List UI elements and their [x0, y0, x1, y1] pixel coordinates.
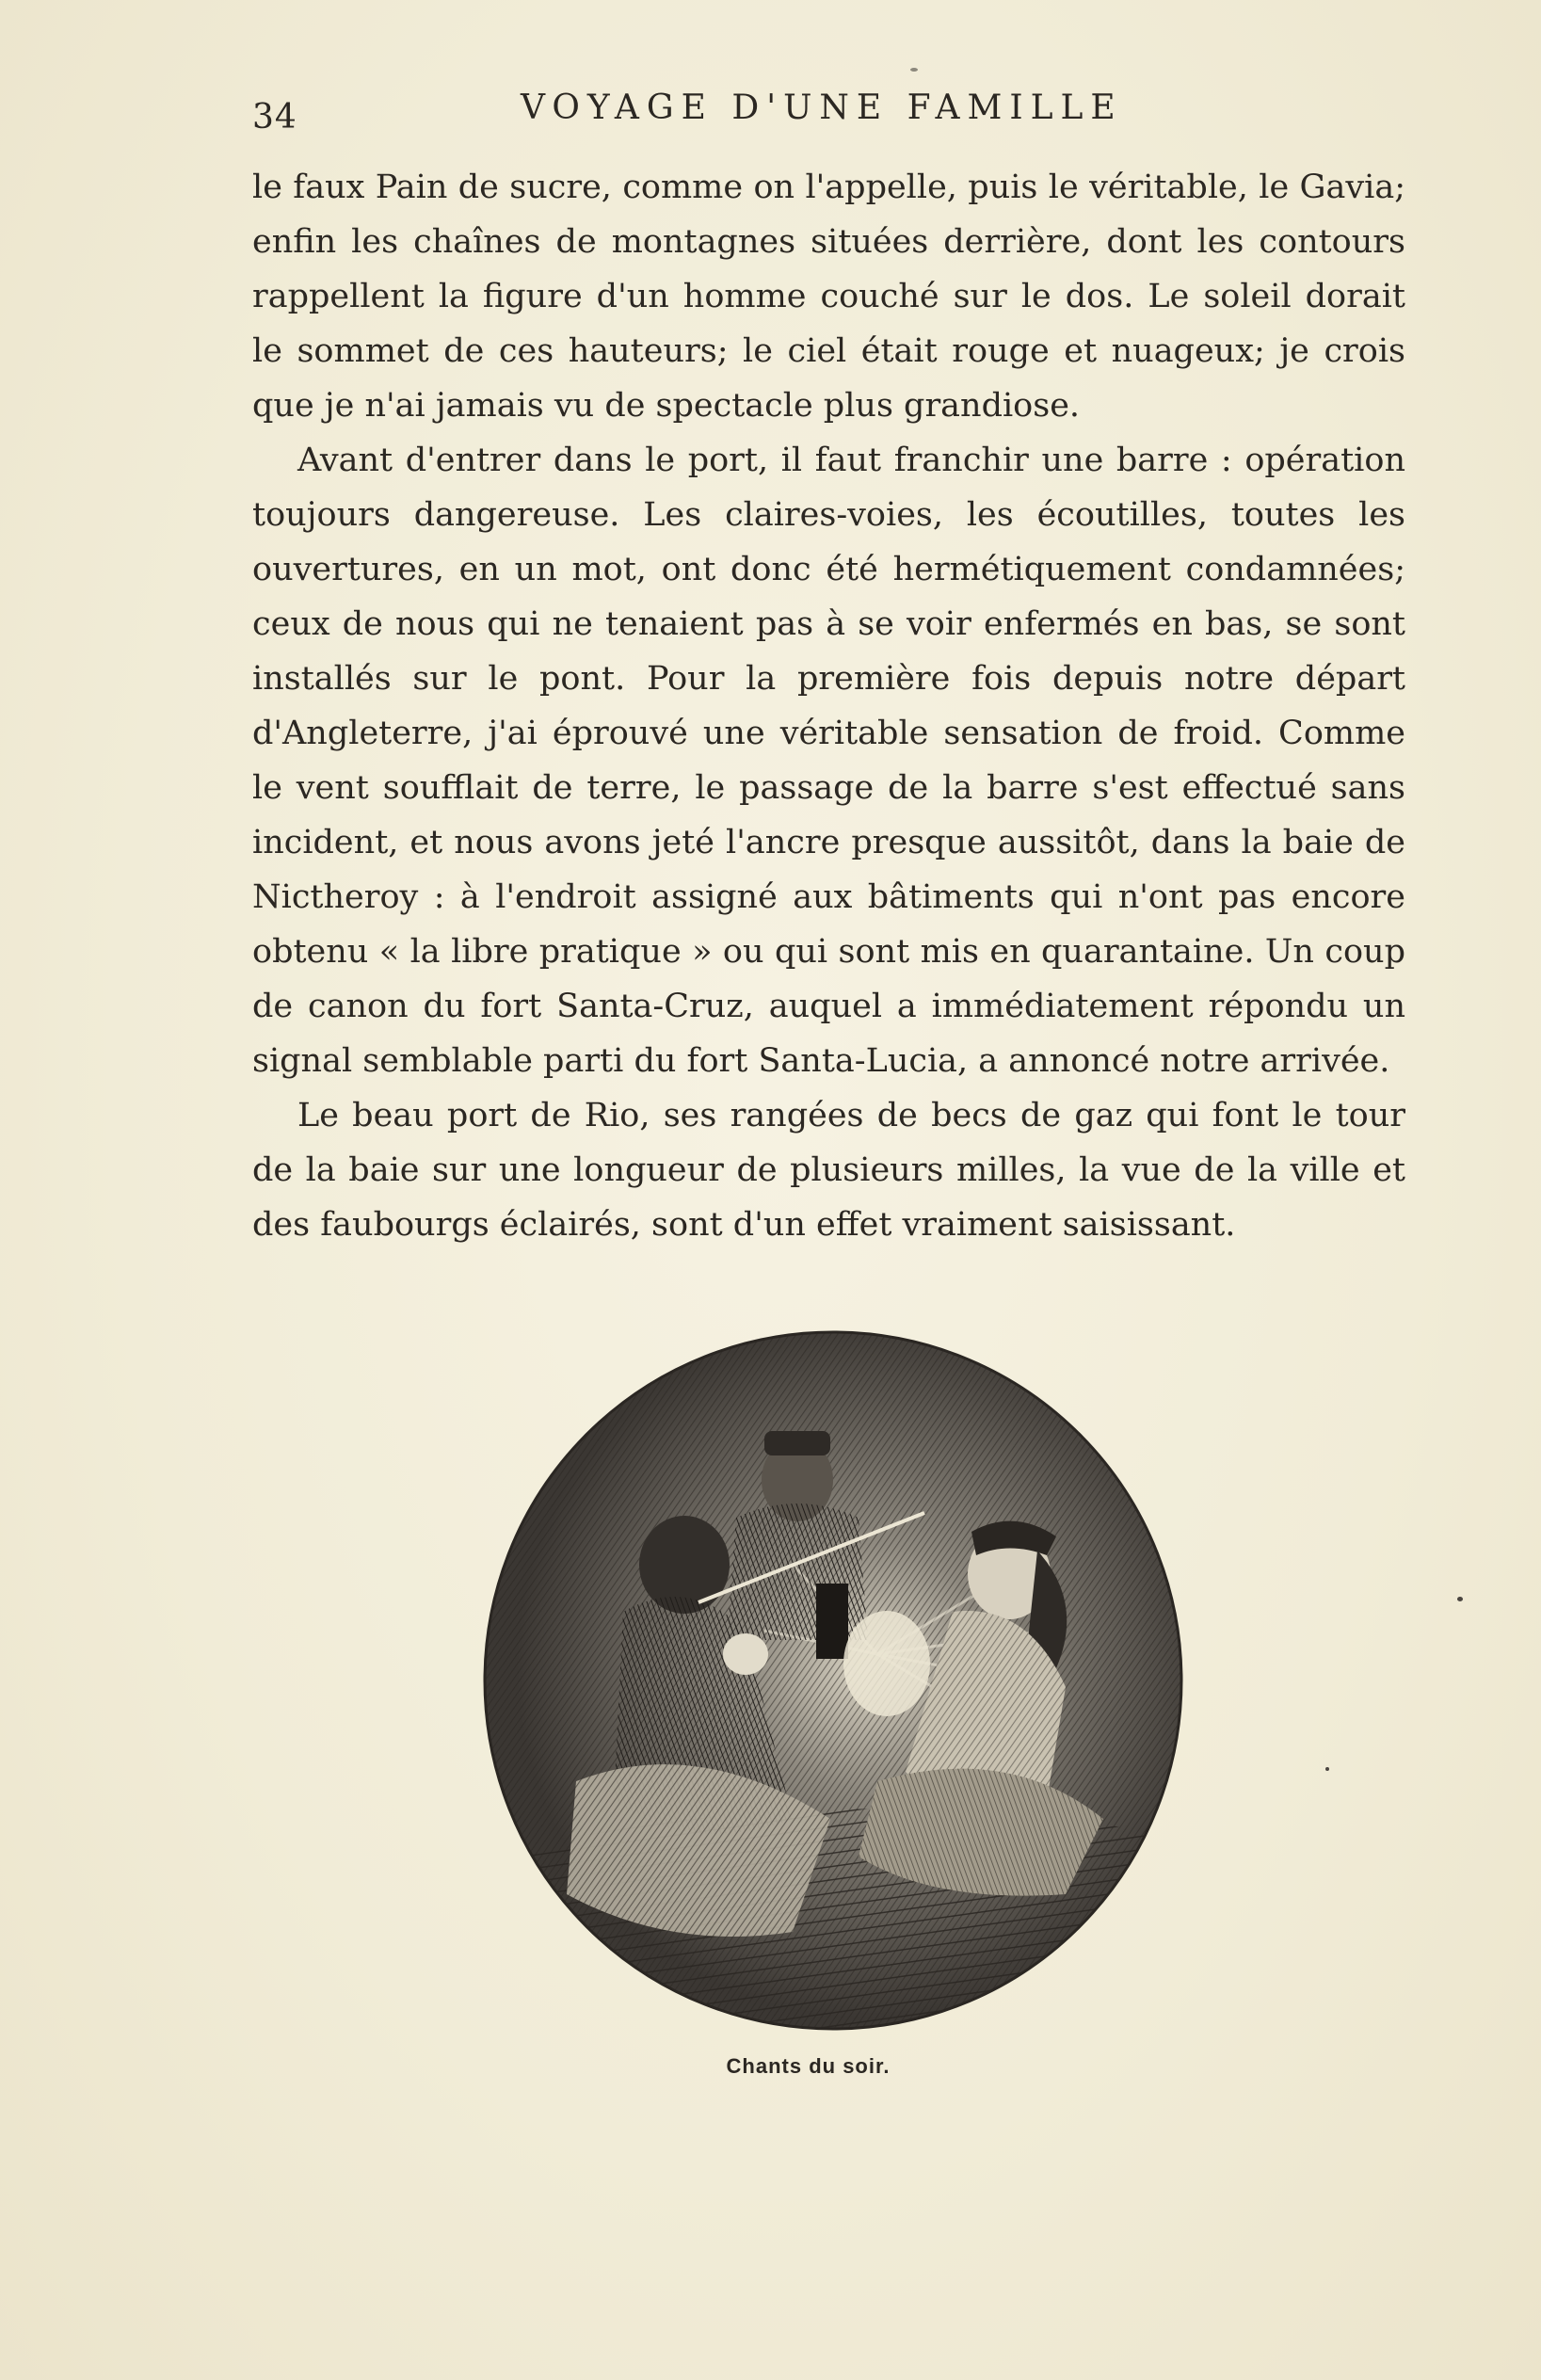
ink-speck	[1325, 1767, 1329, 1771]
ink-speck	[910, 68, 918, 72]
engraving-illustration	[482, 1329, 1184, 2032]
paragraph-3: Le beau port de Rio, ses rangées de becs de gaz qui font le tour de la baie sur une longueur de plusieurs milles, la vue de la ville et des faubourgs éclairés, sont d'un effet vraiment saisissant.	[252, 1097, 1405, 1244]
paragraph-2: Avant d'entrer dans le port, il faut franchir une barre : opération toujours dangereuse. Les claires-voies, les écoutilles, toutes les ouvertures, en un mot, ont donc été hermétiquement condamnées; ceux de nous qui ne tenaient pas à se voir enfermés en bas, se sont installés sur le pont. Pour la première fois depuis notre départ d'Angleterre, j'ai éprouvé une véritable sensation de froid. Comme le vent soufflait de terre, le passage de la barre s'est effectué sans incident, et nous avons jeté l'ancre presque aussitôt, dans la baie de Nictheroy : à l'endroit assigné aux bâtiments qui n'ont pas encore obtenu « la libre pratique » ou qui sont mis en quarantaine. Un coup de canon du fort Santa-Cruz, auquel a immédiatement répondu un signal semblable parti du fort Santa-Lucia, a annoncé notre arrivée.	[252, 442, 1405, 1080]
running-title: VOYAGE D'UNE FAMILLE	[521, 88, 1123, 127]
body-text	[252, 160, 1405, 1252]
page-number: 34	[252, 98, 297, 137]
figure-caption: Chants du soir.	[726, 2054, 891, 2078]
running-head	[252, 88, 1403, 145]
paragraph-1: le faux Pain de sucre, comme on l'appelle, puis le véritable, le Gavia; enfin les chaînes de montagnes situées derrière, dont les contours rappellent la figure d'un homme couché sur le dos. Le soleil dorait le sommet de ces hauteurs; le ciel était rouge et nuageux; je crois que je n'ai jamais vu de spectacle plus grandiose.	[252, 169, 1405, 425]
ink-speck	[1457, 1597, 1463, 1601]
engraving-image	[482, 1329, 1184, 2032]
